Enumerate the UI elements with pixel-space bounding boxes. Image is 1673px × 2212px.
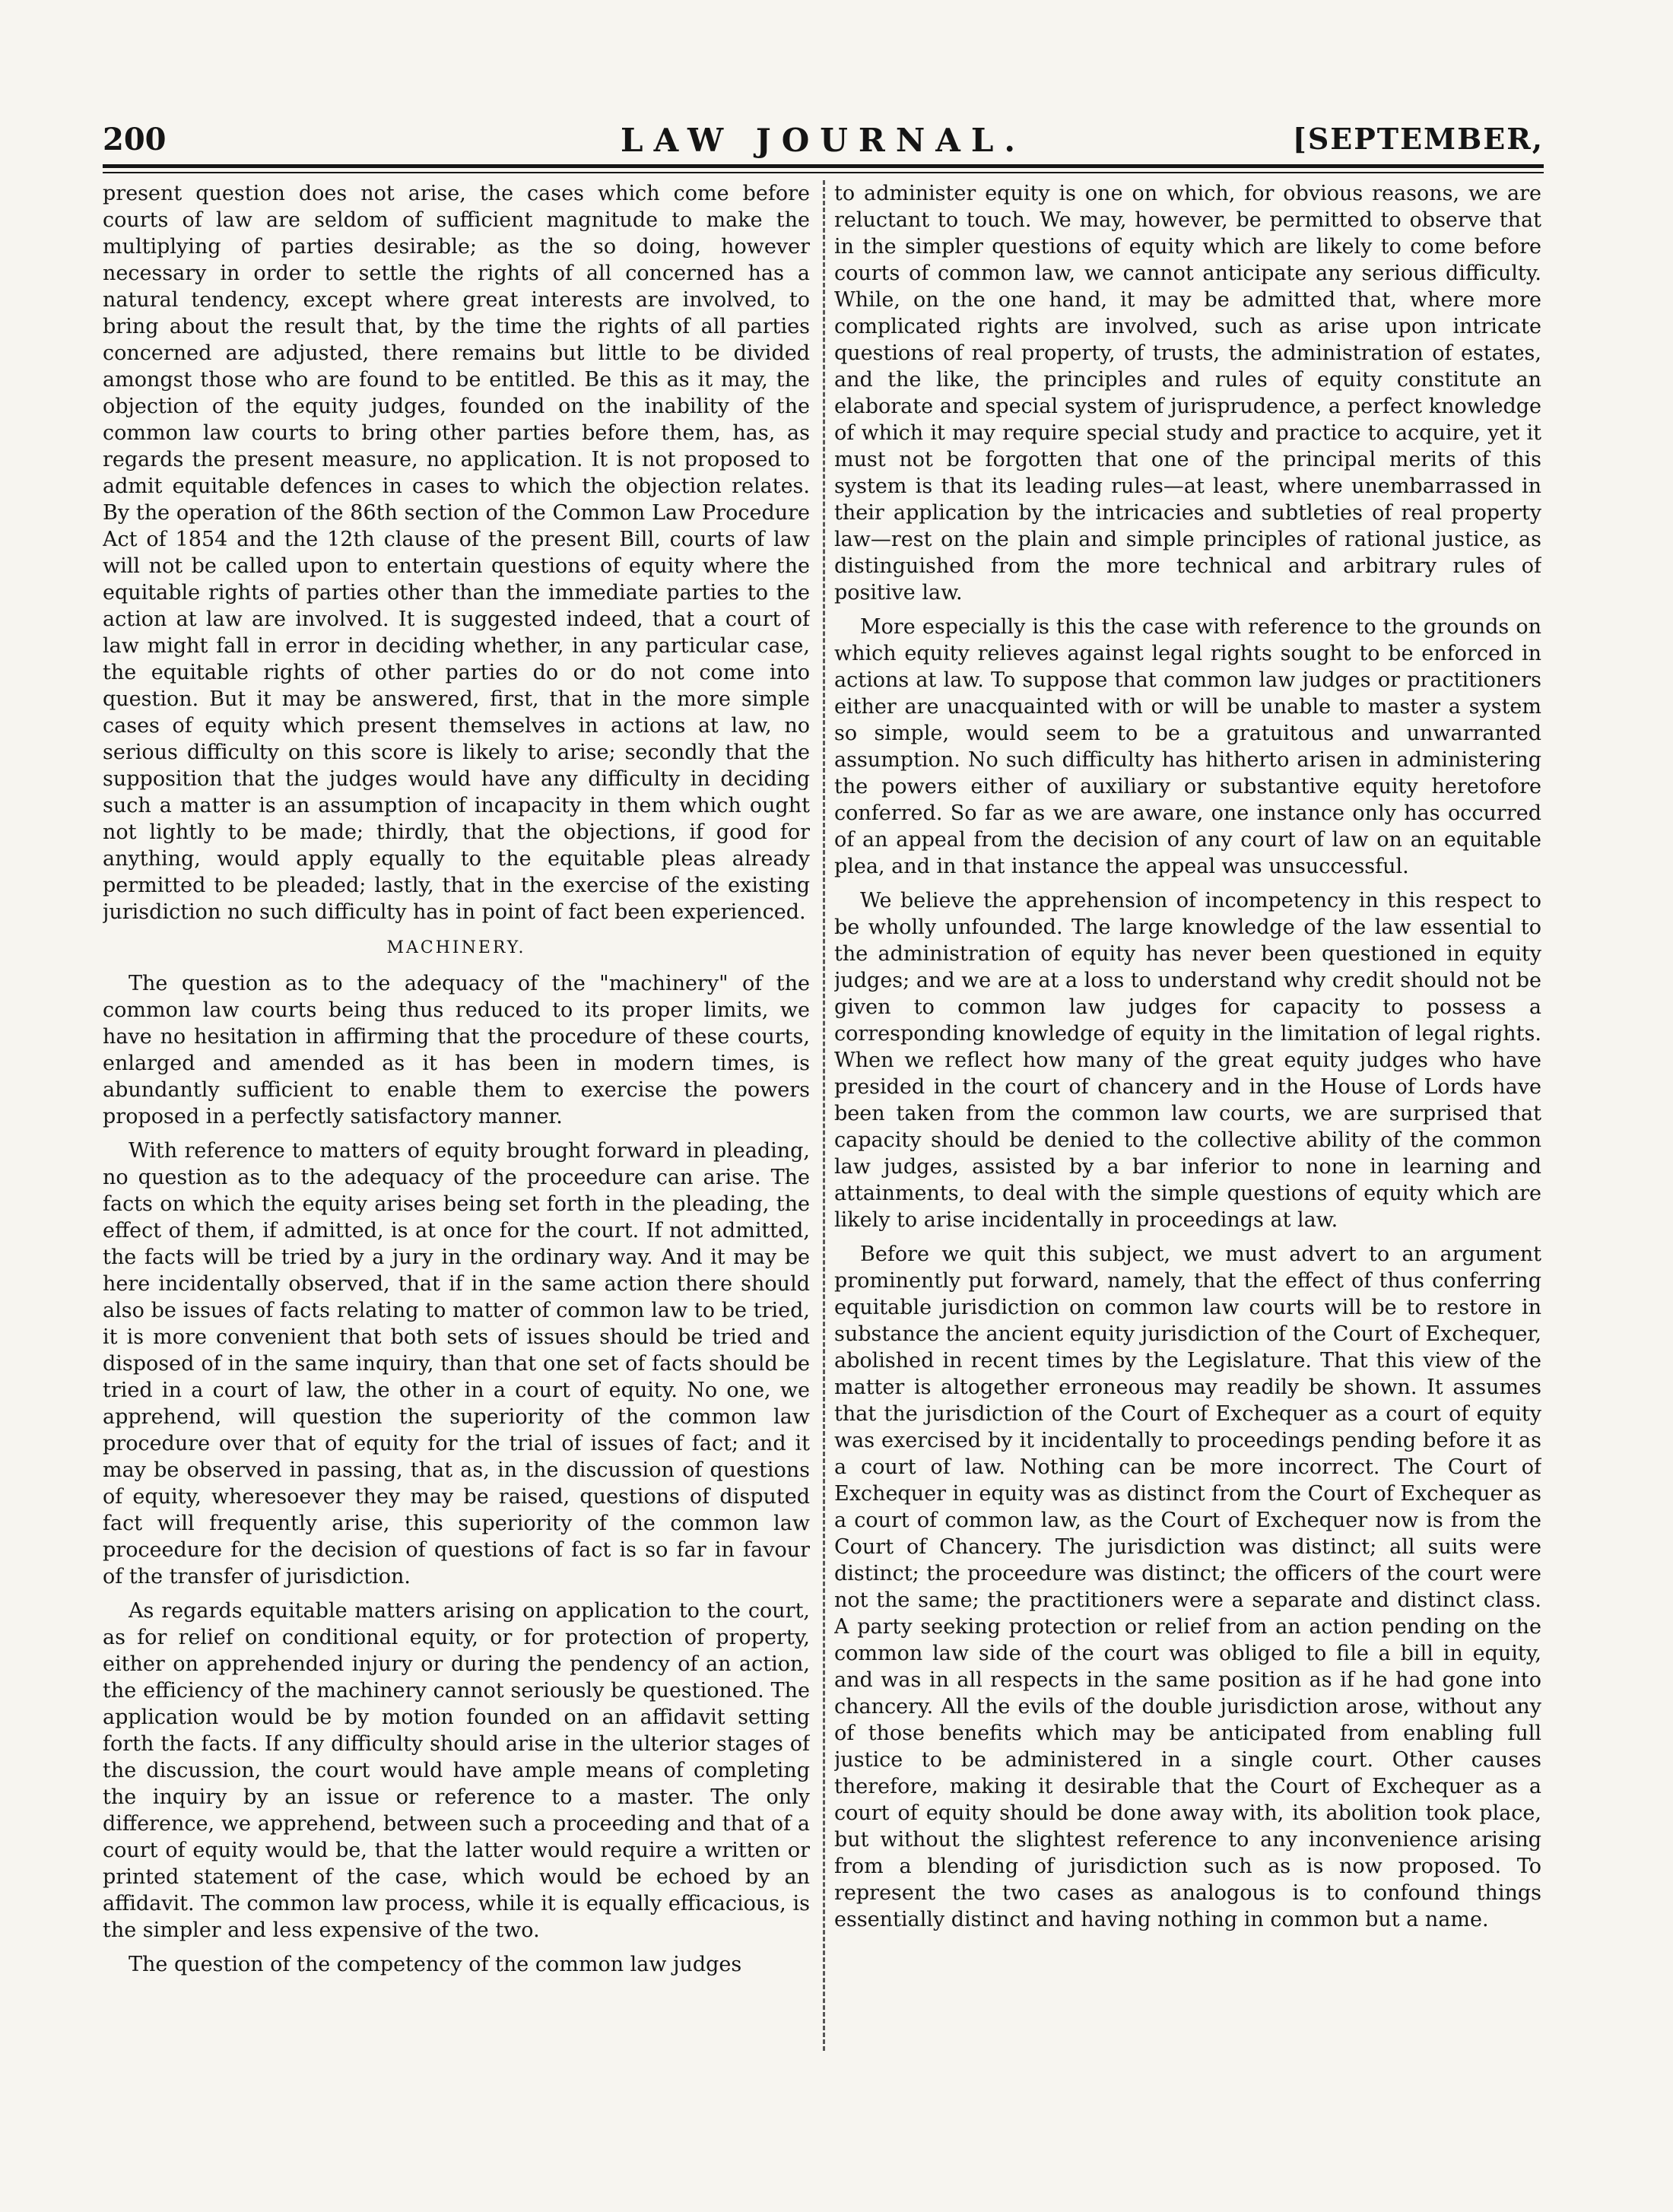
journal-title: LAW JOURNAL. [621,122,1026,159]
paragraph: More especially is this the case with reference to the grounds on which equity relieves against legal rights sought to be enforced in actions at law. To suppose that common law judges or practitioners either are unacquainted with or will be unable to master a system so simple, would seem to be a gratuitous and unwarranted assumption. No such difficulty has hitherto arisen in administering the powers either of auxiliary or substantive equity heretofore conferred. So far as we are aware, one instance only has occurred of an appeal from the decision of any court of law on an equitable plea, and in that instance the appeal was unsuccessful. [834,615,1541,878]
paragraph: As regards equitable matters arising on application to the court, as for relief on conditional equity, or for protection of property, either on apprehended injury or during the pendency of an action, the efficiency of the machinery cannot seriously be questioned. The application would be by motion founded on an affidavit setting forth the facts. If any difficulty should arise in the ulterior stages of the discussion, the court would have ample means of completing the inquiry by an issue or reference to a master. The only difference, we apprehend, between such a proceeding and that of a court of equity would be, that the latter would require a written or printed statement of the case, which would be echoed by an affidavit. The common law process, while it is equally efficacious, is the simpler and less expensive of the two. [103,1599,810,1942]
section-heading-machinery: MACHINERY. [386,938,526,957]
running-head: [SEPTEMBER, [1292,122,1544,156]
paragraph: The question of the competency of the common law judges [129,1953,742,1976]
page-header [103,122,1544,164]
left-column [103,180,810,2051]
column-divider [823,180,825,2051]
paragraph: Before we quit this subject, we must advert to an argument prominently put forward, namely, that the effect of thus conferring equitable jurisdiction on common law courts will be to restore in substance the ancient equity jurisdiction of the Court of Exchequer, abolished in recent times by the Legislature. That this view of the matter is altogether erroneous may readily be shown. It assumes that the jurisdiction of the Court of Exchequer as a court of equity was exercised by it incidentally to proceedings pending before it as a court of law. Nothing can be more incorrect. The Court of Exchequer in equity was as distinct from the Court of Exchequer as a court of common law, as the Court of Exchequer now is from the Court of Chancery. The jurisdiction was distinct; all suits were distinct; the proceedure was distinct; the officers of the court were not the same; the practitioners were a separate and distinct class. A party seeking protection or relief from an action pending on the common law side of the court was obliged to file a bill in equity, and was in all respects in the same position as if he had gone into chancery. All the evils of the double jurisdiction arose, without any of those benefits which may be anticipated from enabling full justice to be administered in a single court. Other causes therefore, making it desirable that the Court of Exchequer as a court of equity should be done away with, its abolition took place, but without the slightest reference to any inconvenience arising from a blending of jurisdiction such as is now proposed. To represent the two cases as analogous is to confound things essentially distinct and having nothing in common but a name. [834,1242,1541,1931]
header-rule-thick [103,164,1544,168]
paragraph: to administer equity is one on which, for obvious reasons, we are reluctant to touch. We may, however, be permitted to observe that in the simpler questions of equity which are likely to come before courts of common law, we cannot anticipate any serious difficulty. While, on the one hand, it may be admitted that, where more complicated rights are involved, such as arise upon intricate questions of real property, of trusts, the administration of estates, and the like, the principles and rules of equity constitute an elaborate and special system of jurisprudence, a perfect knowledge of which it may require special study and practice to acquire, yet it must not be forgotten that one of the principal merits of this system is that its leading rules—at least, where unembarrassed in their application by the intricacies and subtleties of real property law—rest on the plain and simple principles of rational justice, as distinguished from the more technical and arbitrary rules of positive law. [834,182,1541,605]
paragraph: The question as to the adequacy of the "machinery" of the common law courts being thus reduced to its proper limits, we have no hesitation in affirming that the procedure of these courts, enlarged and amended as it has been in modern times, is abundantly sufficient to enable them to exercise the powers proposed in a perfectly satisfactory manner. [103,972,810,1128]
page-number: 200 [103,122,167,157]
paragraph: With reference to matters of equity brought forward in pleading, no question as to the adequacy of the proceedure can arise. The facts on which the equity arises being set forth in the pleading, the effect of them, if admitted, is at once for the court. If not admitted, the facts will be tried by a jury in the ordinary way. And it may be here incidentally observed, that if in the same action there should also be issues of facts relating to matter of common law to be tried, it is more convenient that both sets of issues should be tried and disposed of in the same inquiry, than that one set of facts should be tried in a court of law, the other in a court of equity. No one, we apprehend, will question the superiority of the common law procedure over that of equity for the trial of issues of fact; and it may be observed in passing, that as, in the discussion of questions of equity, wheresoever they may be raised, questions of disputed fact will frequently arise, this superiority of the common law proceedure for the decision of questions of fact is so far in favour of the transfer of jurisdiction. [103,1139,810,1588]
right-column [834,180,1541,2051]
paragraph: present question does not arise, the cases which come before courts of law are seldom of sufficient magnitude to make the multiplying of parties desirable; as the so doing, however necessary in order to settle the rights of all concerned has a natural tendency, except where great interests are involved, to bring about the result that, by the time the rights of all parties concerned are adjusted, there remains but little to be divided amongst those who are found to be entitled. Be this as it may, the objection of the equity judges, founded on the inability of the common law courts to bring other parties before them, has, as regards the present measure, no application. It is not proposed to admit equitable defences in cases to which the objection relates. By the operation of the 86th section of the Common Law Procedure Act of 1854 and the 12th clause of the present Bill, courts of law will not be called upon to entertain questions of equity where the equitable rights of parties other than the immediate parties to the action at law are involved. It is suggested indeed, that a court of law might fall in error in deciding whether, in any particular case, the equitable rights of other parties do or do not come into question. But it may be answered, first, that in the more simple cases of equity which present themselves in actions at law, no serious difficulty on this score is likely to arise; secondly that the supposition that the judges would have any difficulty in deciding such a matter is an assumption of incapacity in them which ought not lightly to be made; thirdly, that the objections, if good for anything, would apply equally to the equitable pleas already permitted to be pleaded; lastly, that in the exercise of the existing jurisdiction no such difficulty has in point of fact been experienced. [103,182,810,924]
paragraph: We believe the apprehension of incompetency in this respect to be wholly unfounded. The large knowledge of the law essential to the administration of equity has never been questioned in equity judges; and we are at a loss to understand why credit should not be given to common law judges for capacity to possess a corresponding knowledge of equity in the limitation of legal rights. When we reflect how many of the great equity judges who have presided in the court of chancery and in the House of Lords have been taken from the common law courts, we are surprised that capacity should be denied to the collective ability of the common law judges, assisted by a bar inferior to none in learning and attainments, to deal with the simple questions of equity which are likely to arise incidentally in proceedings at law. [834,889,1541,1232]
header-rule-thin [103,172,1544,173]
